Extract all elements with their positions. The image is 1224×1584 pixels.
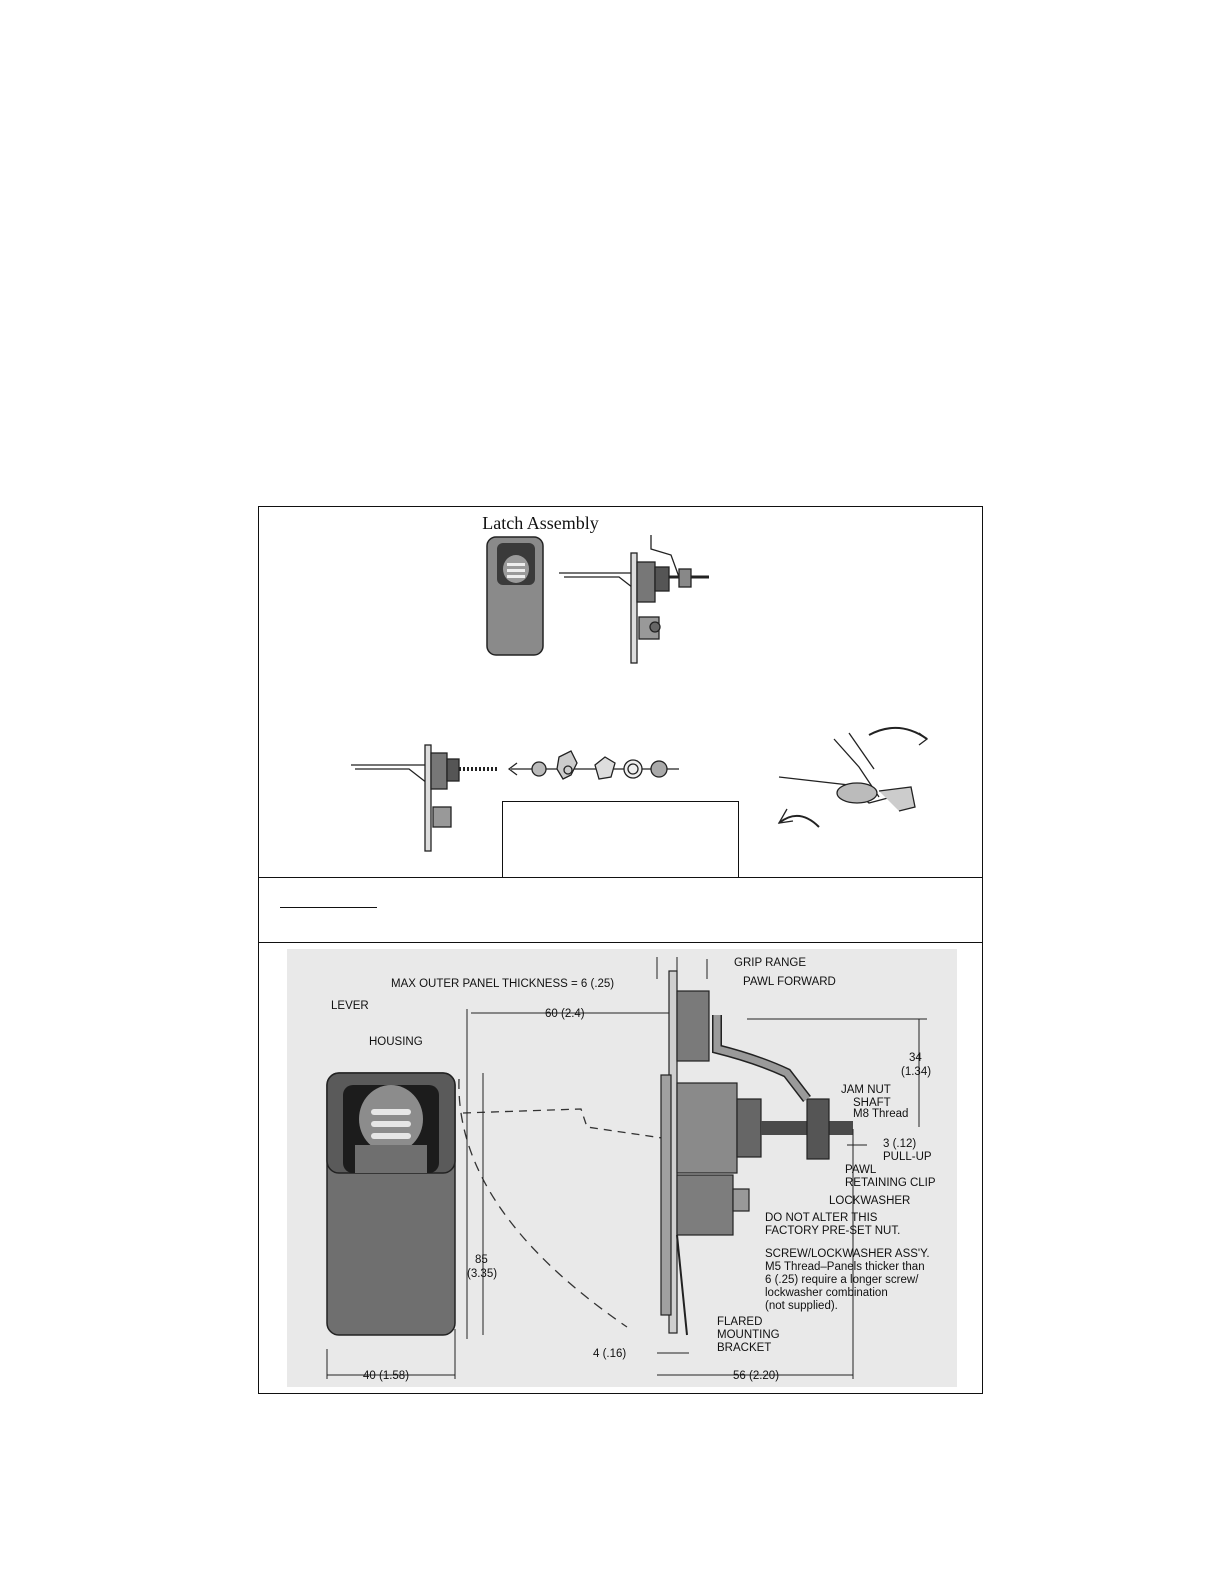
label-housing: HOUSING [369,1036,423,1048]
label-flared-1: FLARED [717,1316,763,1328]
label-dim-3: 3 (.12) [883,1138,917,1150]
label-dim-56: 56 (2.20) [733,1370,780,1382]
label-screw-4: lockwasher combination [765,1287,888,1299]
label-screw-3: 6 (.25) require a longer screw/ [765,1274,919,1286]
label-flared-2: MOUNTING [717,1329,780,1341]
label-lockwasher: LOCKWASHER [829,1195,911,1207]
label-shaft: SHAFT [853,1097,891,1109]
label-dim-34-in: (1.34) [901,1066,932,1078]
dimension-drawing-svg [287,949,957,1387]
latch-front-view [487,537,543,655]
label-retaining-clip: RETAINING CLIP [845,1177,936,1189]
figure-title: Latch Assembly [482,513,599,533]
blank-callout-box [502,801,739,877]
latch-side-view-rotated [351,745,499,851]
label-dim-85: 85 [475,1254,488,1266]
label-dim-4: 4 (.16) [593,1348,627,1360]
underline-mark [280,907,377,908]
label-m8-thread: M8 Thread [853,1108,909,1120]
label-max-outer-panel: MAX OUTER PANEL THICKNESS = 6 (.25) [391,978,615,990]
label-dim-85-in: (3.35) [467,1268,498,1280]
label-dim-40: 40 (1.58) [363,1370,410,1382]
label-grip-range: GRIP RANGE [734,957,806,969]
label-pull-up: PULL-UP [883,1151,932,1163]
label-screw-2: M5 Thread–Panels thicker than [765,1261,925,1273]
exploded-hardware [509,751,679,779]
label-dim-60: 60 (2.4) [545,1008,585,1020]
figure-frame [258,506,983,1394]
dimension-drawing [287,949,957,1387]
label-do-not-alter-2: FACTORY PRE-SET NUT. [765,1225,901,1237]
label-pawl: PAWL [845,1164,877,1176]
divider [259,877,982,878]
label-dim-34: 34 [909,1052,922,1064]
latch-operation-sketch [779,728,927,827]
label-flared-3: BRACKET [717,1342,772,1354]
label-do-not-alter-1: DO NOT ALTER THIS [765,1212,878,1224]
divider [259,942,982,943]
label-lever: LEVER [331,1000,369,1012]
label-screw-1: SCREW/LOCKWASHER ASS'Y. [765,1248,930,1260]
front-view [327,1073,455,1335]
label-pawl-forward: PAWL FORWARD [743,976,836,988]
label-screw-5: (not supplied). [765,1300,838,1312]
latch-side-view [559,535,709,663]
label-jam-nut: JAM NUT [841,1084,891,1096]
